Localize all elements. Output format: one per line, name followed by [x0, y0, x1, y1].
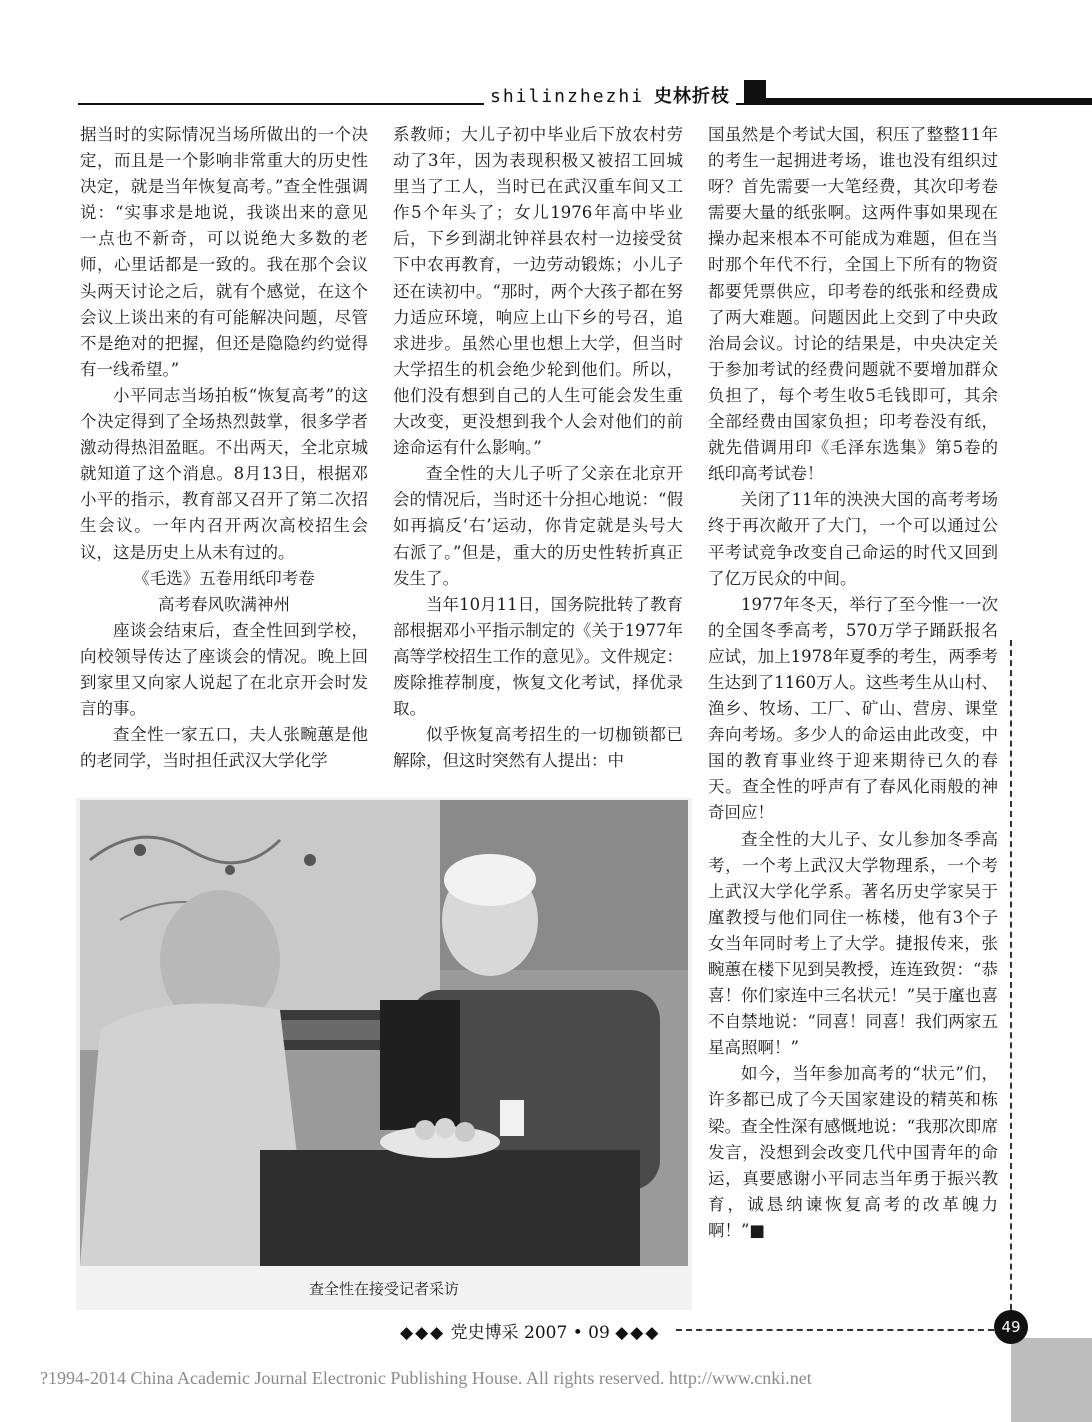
- text-column-1: [80, 122, 368, 774]
- interview-photo: [76, 798, 692, 1310]
- subheading: 高考春风吹满神州: [158, 594, 290, 614]
- copyright-watermark: ?1994-2014 China Academic Journal Electronic Publishing House. All rights reserved. http://www.cnki.net: [40, 1368, 812, 1388]
- paragraph: 1977年冬天，举行了至今惟一一次的全国冬季高考，570万学子踊跃报名应试，加上1978年夏季的考生，两季考生达到了1160万人。这些考生从山村、渔乡、牧场、工厂、矿山、营房、课堂奔向考场。多少人的命运由此改变，中国的教育事业终于迎来期待已久的春天。查全性的呼声有了春风化雨般的神奇回应！: [708, 594, 998, 823]
- running-header: [78, 76, 1092, 112]
- page-edge-tab: [1011, 1338, 1092, 1422]
- paragraph: 似乎恢复高考招生的一切枷锁都已解除，但这时突然有人提出：中: [393, 725, 683, 771]
- paragraph: 查全性一家五口，夫人张畹蕙是他的老同学，当时担任武汉大学化学: [80, 725, 368, 771]
- footer-diamonds: ◆◆◆: [400, 1323, 446, 1343]
- paragraph: 查全性的大儿子听了父亲在北京开会的情况后，当时还十分担心地说：“假如再搞反‘右’运动，你肯定就是头号大右派了。”但是，重大的历史性转折真正发生了。: [393, 464, 683, 588]
- paragraph: 系教师；大儿子初中毕业后下放农村劳动了3年，因为表现积极又被招工回城里当了工人，当时已在武汉重车间又工作5个年头了；女儿1976年高中毕业后，下乡到湖北钟祥县农村一边接受贫下中农再教育，一边劳动锻炼；小儿子还在读初中。“那时，两个大孩子都在努力适应环境，响应上山下乡的号召，追求进步。虽然心里也想上大学，但当时大学招生的机会绝少轮到他们。所以，他们没有想到自己的人生可能会发生重大改变，更没想到我个人会对他们的前途命运有什么影响。”: [393, 125, 683, 458]
- photo-illustration: [80, 800, 688, 1266]
- photo-caption: 查全性在接受记者采访: [308, 1280, 459, 1298]
- paragraph: 国虽然是个考试大国，积压了整整11年的考生一起拥进考场，谁也没有组织过呀？首先需要一大笔经费，其次印考卷需要大量的纸张啊。这两件事如果现在操办起来根本不可能成为难题，但在当时那个年代不行，全国上下所有的物资都要凭票供应，印考卷的纸张和经费成了两大难题。问题因此上交到了中央政治局会议。讨论的结果是，中央决定关于参加考试的经费问题就不要增加群众负担了，每个考生收5毛钱即可，其余全部经费由国家负担；印考卷没有纸，就先借调用印《毛泽东选集》第5卷的纸印高考试卷！: [708, 125, 998, 484]
- paragraph: 座谈会结束后，查全性回到学校，向校领导传达了座谈会的情况。晚上回到家里又向家人说起了在北京开会时发言的事。: [80, 620, 368, 719]
- footer-diamonds: ◆◆◆: [615, 1323, 661, 1343]
- paragraph: 小平同志当场拍板“恢复高考”的这个决定得到了全场热烈鼓掌，很多学者激动得热泪盈眶。不出两天，全北京城就知道了这个消息。8月13日，根据邓小平的指示，教育部又召开了第二次招生会议。一年内召开两次高校招生会议，这是历史上从未有过的。: [80, 385, 368, 562]
- paragraph: 关闭了11年的泱泱大国的高考考场终于再次敞开了大门，一个可以通过公平考试竞争改变自己命运的时代又回到了亿万民众的中间。: [708, 490, 998, 588]
- page-number: 49: [994, 1310, 1028, 1344]
- section-pinyin: shilinzhezhi: [490, 86, 645, 107]
- page-footer: [400, 1318, 660, 1343]
- margin-dashed-line: [1010, 640, 1012, 1330]
- section-label: [484, 82, 736, 108]
- paragraph: 据当时的实际情况当场所做出的一个决定，而且是一个影响非常重大的历史性决定，就是当年恢复高考。”查全性强调说：“实事求是地说，我谈出来的意见一点也不新奇，可以说绝大多数的老师，心里话都是一致的。我在那个会议头两天讨论之后，就有个感觉，在这个会议上谈出来的有可能解决问题，尽管不是绝对的把握，但还是隐隐约约觉得有一线希望。”: [80, 125, 368, 379]
- magazine-issue: 党史博采 2007 • 09: [450, 1323, 610, 1343]
- header-thick-rule: [766, 98, 1092, 104]
- paragraph: 当年10月11日，国务院批转了教育部根据邓小平指示制定的《关于1977年高等学校招生工作的意见》。文件规定：废除推荐制度，恢复文化考试，择优录取。: [393, 594, 683, 719]
- text-column-3: [708, 122, 998, 1244]
- header-block-mark: [744, 80, 766, 104]
- subheading: 《毛选》五卷用纸印考卷: [133, 568, 315, 588]
- footer-dashed-line: [676, 1329, 994, 1331]
- paragraph: 如今，当年参加高考的“状元”们，许多都已成了今天国家建设的精英和栋梁。查全性深有感慨地说：“我那次即席发言，没想到会改变几代中国青年的命运，真要感谢小平同志当年勇于振兴教育，诚恳纳谏恢复高考的改革魄力啊！”■: [708, 1064, 998, 1240]
- paragraph: 查全性的大儿子、女儿参加冬季高考，一个考上武汉大学物理系，一个考上武汉大学化学系。著名历史学家吴于廑教授与他们同住一栋楼，他有3个子女当年同时考上了大学。捷报传来，张畹蕙在楼下见到吴教授，连连致贺：“恭喜！你们家连中三名状元！”吴于廑也喜不自禁地说：“同喜！同喜！我们两家五星高照啊！”: [708, 829, 998, 1058]
- section-title: 史林折枝: [654, 86, 731, 107]
- text-column-2: [393, 122, 683, 774]
